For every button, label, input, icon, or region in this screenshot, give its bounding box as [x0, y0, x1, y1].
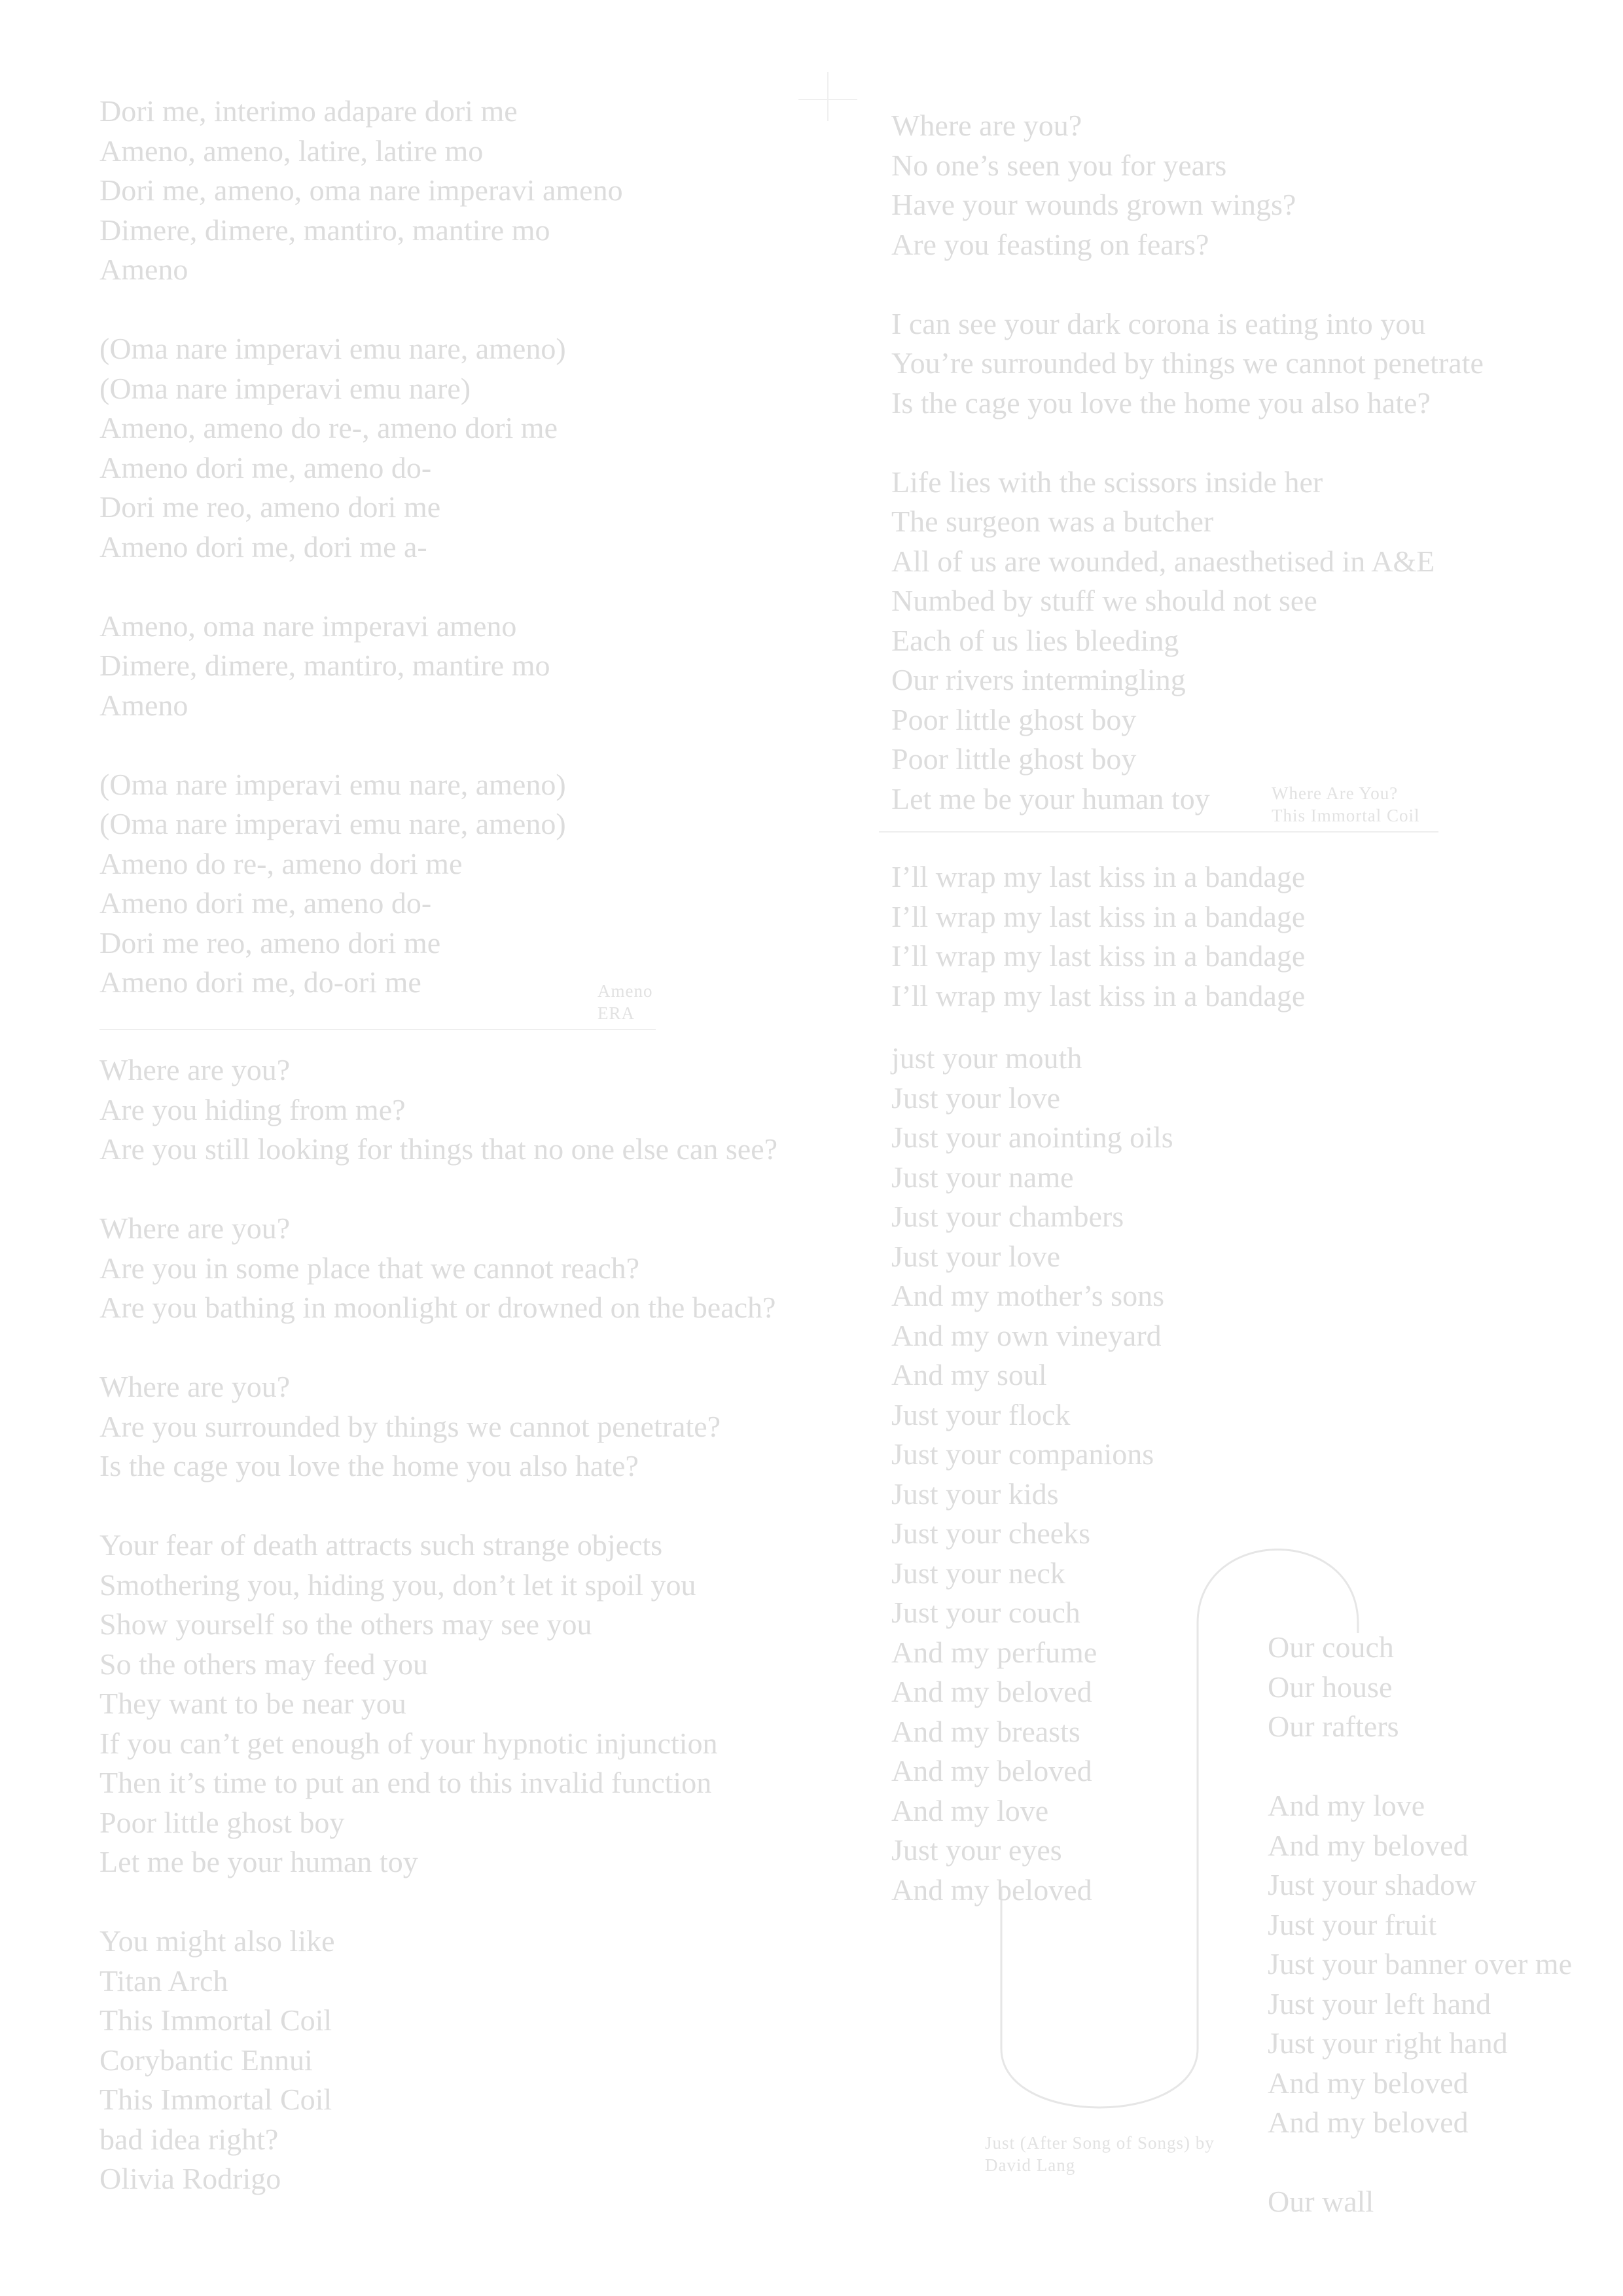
lyric-line: I’ll wrap my last kiss in a bandage: [891, 939, 1306, 973]
lyric-line: Ameno, ameno, latire, latire mo: [99, 134, 484, 168]
lyric-line: [1268, 2143, 1572, 2183]
lyric-line: Our rafters: [1268, 1710, 1399, 1743]
where-are-you-credit: [1272, 782, 1420, 827]
lyric-line: Dori me, ameno, oma nare imperavi ameno: [99, 173, 623, 207]
lyric-line: Poor little ghost boy: [891, 702, 1137, 736]
lyric-line: Corybantic Ennui: [99, 2043, 313, 2077]
lyric-line: This Immortal Coil: [99, 2083, 332, 2116]
lyric-line: Dimere, dimere, mantiro, mantire mo: [99, 649, 550, 682]
lyric-line: Is the cage you love the home you also hate?: [891, 386, 1431, 420]
lyric-line: You’re surrounded by things we cannot penetrate: [891, 346, 1484, 380]
just-credit-line1: Just (After Song of Songs) by: [985, 2133, 1215, 2153]
our-lyrics: [1268, 1628, 1572, 2222]
lyric-line: Show yourself so the others may see you: [99, 1607, 592, 1641]
lyric-line: [99, 1486, 777, 1526]
lyric-line: Are you hiding from me?: [99, 1092, 406, 1126]
lyric-line: And my love: [891, 1793, 1049, 1827]
lyric-line: And my mother’s sons: [891, 1279, 1164, 1312]
lyric-line: Where are you?: [99, 1211, 291, 1245]
lyric-line: This Immortal Coil: [99, 2003, 332, 2037]
lyric-line: [99, 290, 623, 330]
lyric-line: And my beloved: [891, 1675, 1092, 1708]
lyric-line: Where are you?: [99, 1370, 291, 1403]
lyric-line: And my perfume: [891, 1635, 1097, 1669]
ameno-credit-artist: ERA: [597, 1003, 635, 1023]
lyric-line: They want to be near you: [99, 1687, 406, 1720]
lyric-line: [1268, 1747, 1572, 1787]
lyric-line: And my beloved: [1268, 1828, 1469, 1862]
lyric-line: Just your shadow: [1268, 1868, 1477, 1901]
lyric-line: Poor little ghost boy: [99, 1805, 345, 1839]
lyric-line: Ameno dori me, do-ori me: [99, 965, 421, 999]
lyric-line: Just your right hand: [1268, 2026, 1508, 2060]
lyric-line: Just your name: [891, 1160, 1074, 1194]
where-are-you-lyrics-left: [99, 1050, 777, 2199]
lyric-line: Just your eyes: [891, 1833, 1062, 1867]
lyric-line: [99, 567, 623, 607]
lyric-line: Olivia Rodrigo: [99, 2162, 281, 2195]
lyric-line: Life lies with the scissors inside her: [891, 465, 1323, 499]
lyric-line: Let me be your human toy: [99, 1845, 418, 1878]
where-credit-artist: This Immortal Coil: [1272, 806, 1420, 825]
lyric-line: Ameno dori me, ameno do-: [99, 450, 432, 484]
lyric-line: And my breasts: [891, 1714, 1080, 1748]
lyric-line: bad idea right?: [99, 2122, 279, 2156]
lyric-line: Just your companions: [891, 1437, 1154, 1471]
lyric-line: Are you surrounded by things we cannot penetrate?: [99, 1409, 721, 1443]
lyric-line: Poor little ghost boy: [891, 742, 1137, 776]
lyric-line: Dori me, interimo adapare dori me: [99, 94, 518, 128]
bandage-lyrics: [891, 857, 1305, 1016]
lyric-line: [891, 264, 1484, 304]
lyric-line: Just your chambers: [891, 1200, 1124, 1233]
lyric-line: Where are you?: [891, 109, 1082, 142]
lyric-line: Where are you?: [99, 1053, 291, 1086]
lyric-line: Ameno, oma nare imperavi ameno: [99, 609, 517, 643]
lyric-line: No one’s seen you for years: [891, 148, 1227, 182]
lyric-line: And my own vineyard: [891, 1318, 1162, 1352]
lyric-line: And my beloved: [891, 1754, 1092, 1787]
lyric-line: Just your anointing oils: [891, 1121, 1173, 1154]
lyric-line: Just your kids: [891, 1477, 1059, 1511]
lyric-line: I’ll wrap my last kiss in a bandage: [891, 860, 1306, 893]
lyric-line: Just your fruit: [1268, 1907, 1437, 1941]
lyric-line: [99, 725, 623, 765]
lyric-line: Our house: [1268, 1670, 1393, 1704]
lyric-line: Is the cage you love the home you also hate?: [99, 1449, 639, 1482]
lyric-line: Just your neck: [891, 1556, 1065, 1590]
lyric-line: Numbed by stuff we should not see: [891, 584, 1317, 617]
lyric-line: And my beloved: [1268, 2106, 1469, 2139]
lyric-line: [99, 1882, 777, 1922]
lyric-line: Just your love: [891, 1239, 1061, 1273]
lyric-line: Ameno dori me, dori me a-: [99, 529, 427, 564]
lyric-line: (Oma nare imperavi emu nare, ameno): [99, 807, 566, 840]
lyric-line: Smothering you, hiding you, don’t let it spoil you: [99, 1568, 696, 1602]
ameno-credit: [597, 980, 652, 1024]
lyric-line: Then it’s time to put an end to this invalid function: [99, 1766, 712, 1799]
lyric-line: Dori me reo, ameno dori me: [99, 490, 441, 524]
ameno-credit-title: Ameno: [597, 981, 653, 1001]
lyric-line: Are you feasting on fears?: [891, 227, 1209, 261]
ameno-lyrics: [99, 92, 623, 1003]
lyric-line: All of us are wounded, anaesthetised in A&E: [891, 544, 1435, 578]
lyric-line: And my beloved: [891, 1873, 1092, 1907]
lyric-line: Ameno dori me, ameno do-: [99, 886, 432, 920]
lyric-line: Dimere, dimere, mantiro, mantire mo: [99, 213, 550, 247]
lyric-line: Each of us lies bleeding: [891, 623, 1179, 657]
lyric-line: I’ll wrap my last kiss in a bandage: [891, 978, 1306, 1013]
lyric-line: Ameno: [99, 253, 188, 286]
lyric-line: [99, 1328, 777, 1368]
lyric-line: Our wall: [1268, 2185, 1374, 2218]
section-divider-left: [99, 1029, 656, 1030]
lyric-line: Our couch: [1268, 1630, 1394, 1664]
lyric-line: The surgeon was a butcher: [891, 505, 1214, 538]
lyric-line: (Oma nare imperavi emu nare, ameno): [99, 767, 566, 801]
lyric-line: You might also like: [99, 1924, 335, 1958]
lyric-line: Are you in some place that we cannot reach?: [99, 1251, 640, 1285]
lyric-line: Ameno: [99, 688, 188, 722]
lyric-line: Ameno, ameno do re-, ameno dori me: [99, 411, 558, 444]
just-lyrics: [891, 1039, 1173, 1910]
lyric-line: And my soul: [891, 1358, 1047, 1391]
lyric-line: Your fear of death attracts such strange objects: [99, 1528, 663, 1562]
lyric-line: And my love: [1268, 1789, 1425, 1822]
lyric-line: Let me be your human toy: [891, 781, 1210, 816]
lyric-line: Just your couch: [891, 1596, 1080, 1629]
lyric-line: Have your wounds grown wings?: [891, 188, 1296, 221]
lyric-line: Dori me reo, ameno dori me: [99, 925, 441, 960]
where-are-you-lyrics-right: [891, 106, 1484, 819]
lyric-line: Just your left hand: [1268, 1986, 1491, 2020]
lyric-line: Are you bathing in moonlight or drowned on the beach?: [99, 1291, 776, 1324]
lyric-line: Just your cheeks: [891, 1516, 1091, 1550]
lyric-line: (Oma nare imperavi emu nare): [99, 371, 471, 405]
lyric-line: Titan Arch: [99, 1964, 228, 1998]
lyric-line: (Oma nare imperavi emu nare, ameno): [99, 332, 566, 365]
lyric-line: Are you still looking for things that no one else can see?: [99, 1132, 778, 1166]
lyric-line: I’ll wrap my last kiss in a bandage: [891, 899, 1306, 933]
lyric-line: [99, 1170, 777, 1210]
just-credit-line2: David Lang: [985, 2155, 1076, 2175]
lyric-line: Just your banner over me: [1268, 1947, 1572, 1981]
lyric-line: And my beloved: [1268, 2066, 1469, 2100]
lyric-line: If you can’t get enough of your hypnotic injunction: [99, 1726, 718, 1760]
lyric-line: I can see your dark corona is eating into you: [891, 306, 1426, 340]
lyric-line: So the others may feed you: [99, 1647, 429, 1681]
lyric-line: Our rivers intermingling: [891, 663, 1186, 696]
lyric-line: [891, 423, 1484, 463]
section-divider-right: [879, 831, 1438, 833]
lyric-line: Ameno do re-, ameno dori me: [99, 846, 463, 880]
lyric-line: just your mouth: [891, 1041, 1082, 1075]
just-credit: [985, 2132, 1215, 2176]
lyric-line: Just your flock: [891, 1397, 1071, 1431]
where-credit-title: Where Are You?: [1272, 783, 1399, 803]
lyric-line: Just your love: [891, 1081, 1061, 1115]
